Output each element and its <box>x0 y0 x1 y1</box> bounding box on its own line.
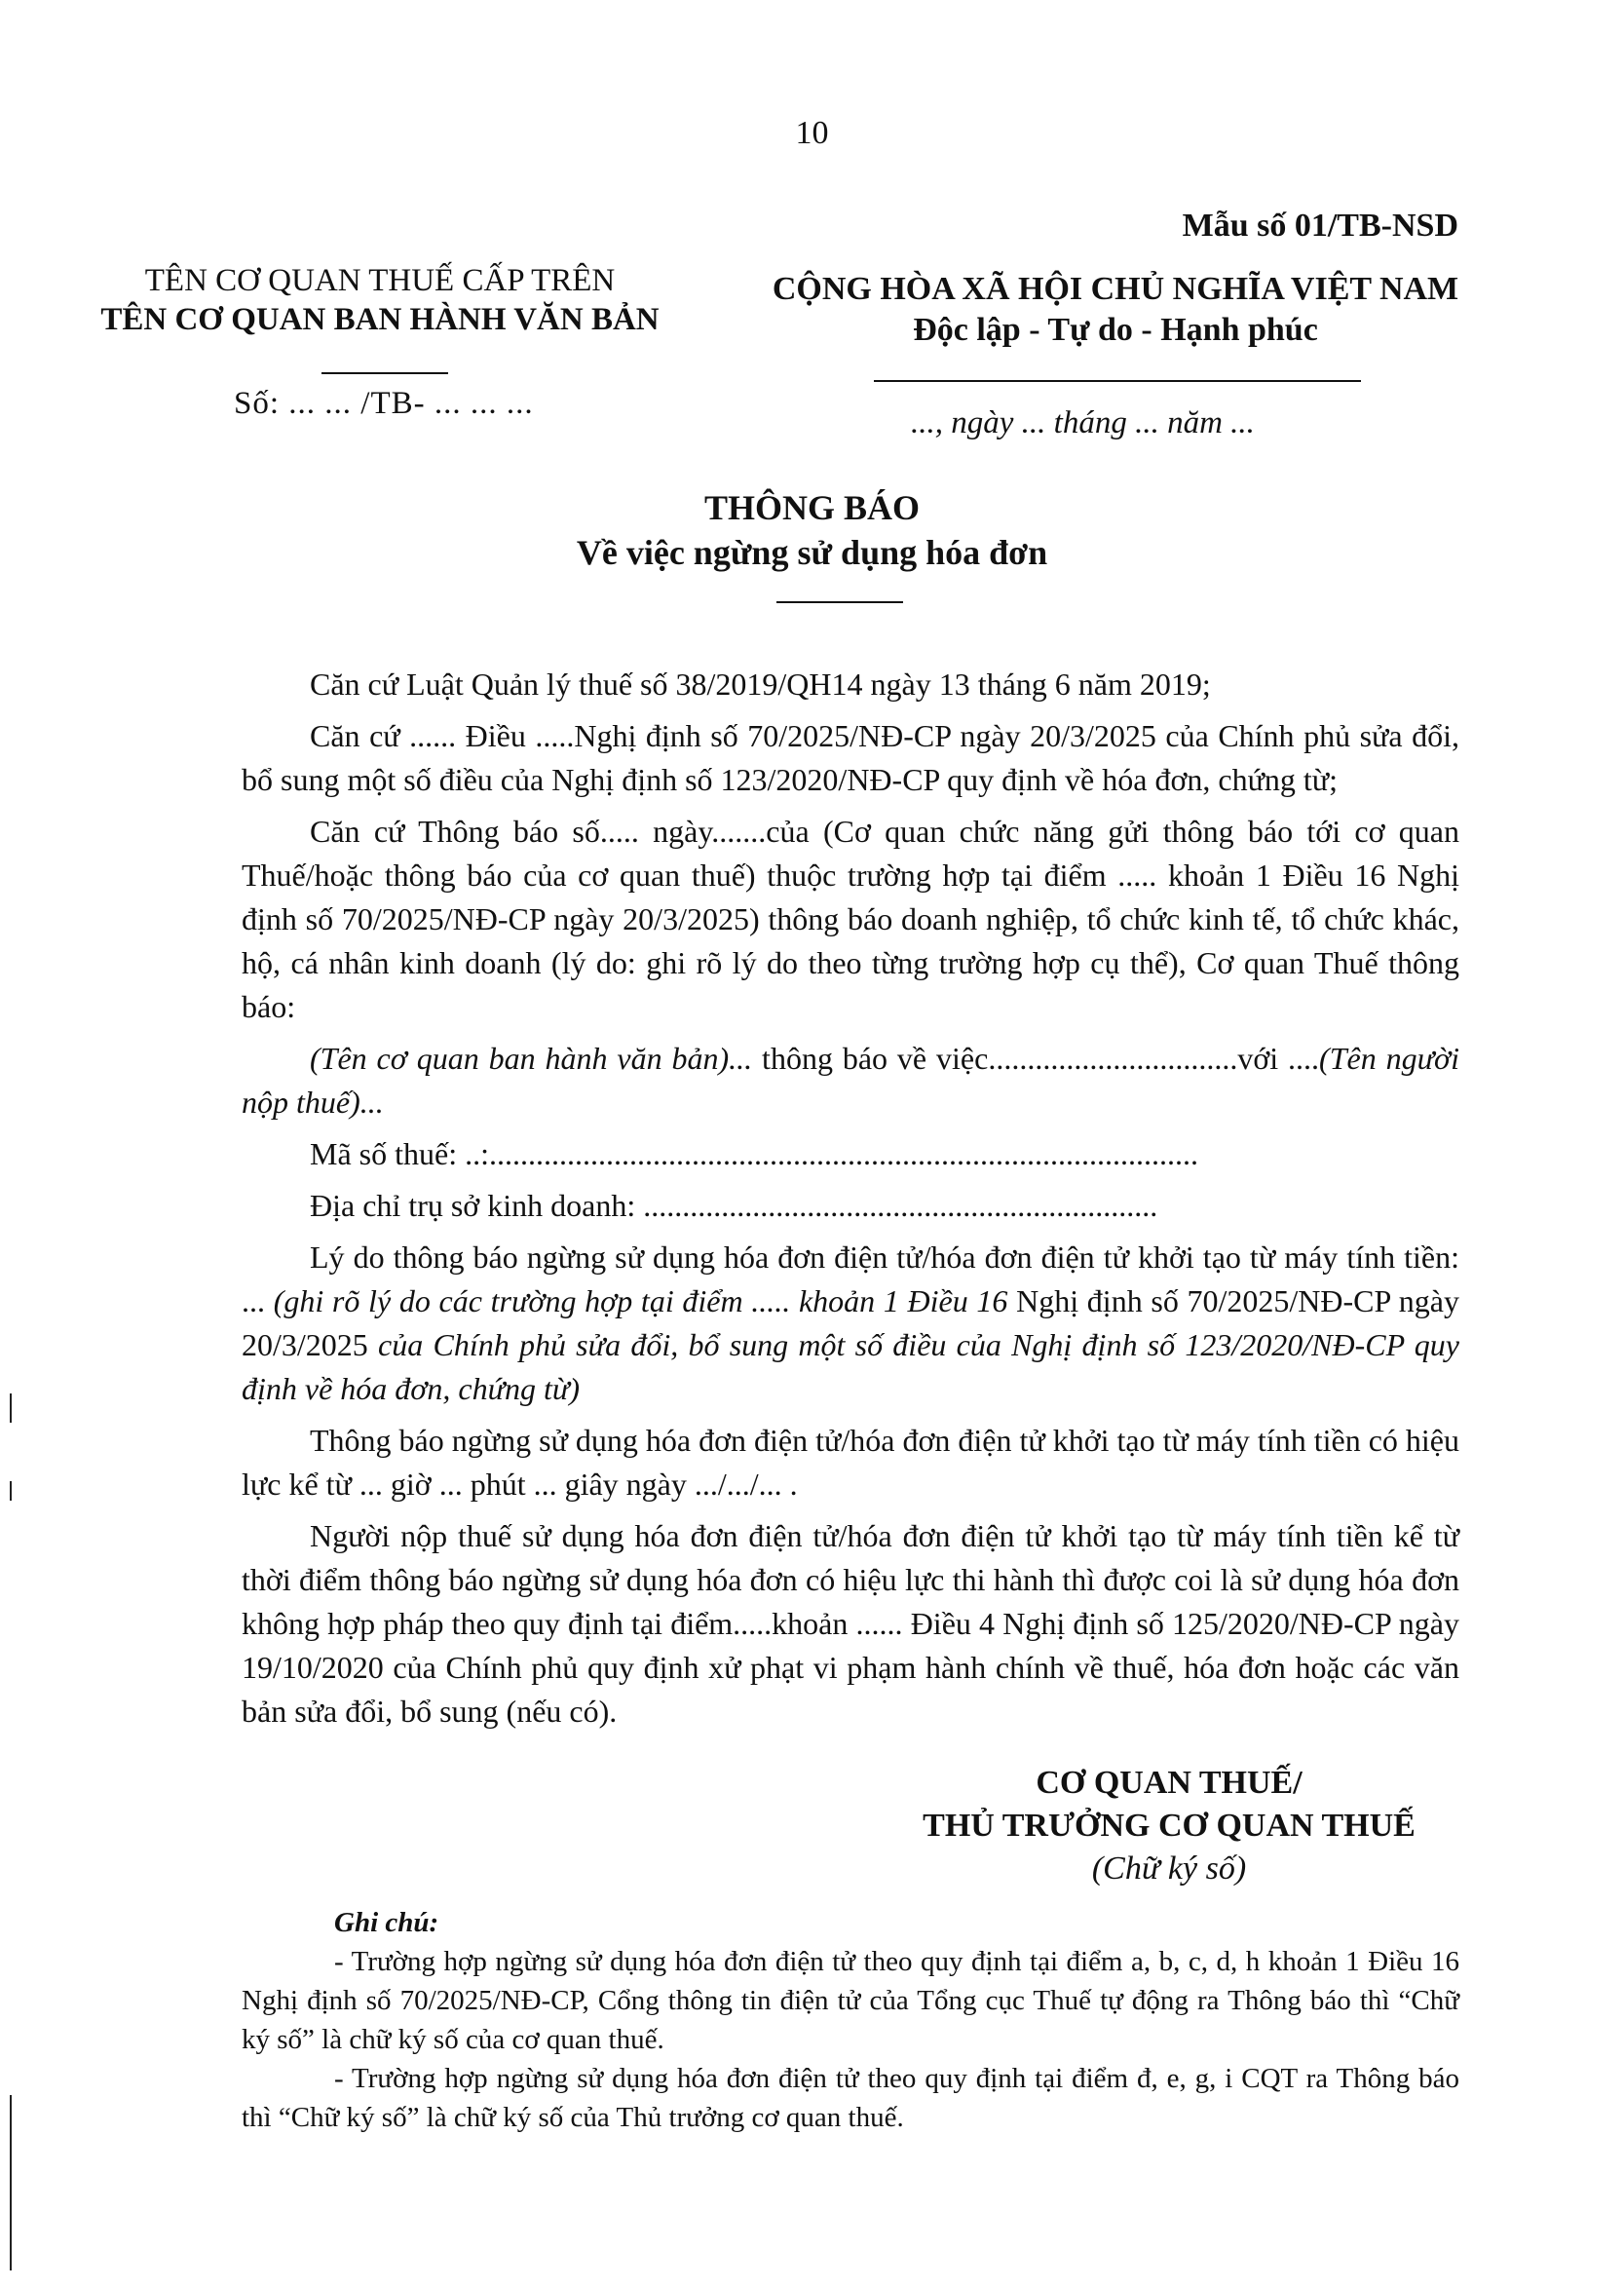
signature-block <box>877 1762 1461 1890</box>
paragraph-notice-subject <box>242 1037 1459 1125</box>
national-header <box>726 269 1505 351</box>
paragraph-legal-basis-2: Căn cứ ...... Điều .....Nghị định số 70/2025/NĐ-CP ngày 20/3/2025 của Chính phủ sửa đổi, bổ sung một số điều của Nghị định số 123/2020/NĐ-CP quy định về hóa đơn, chứng từ; <box>242 718 1459 797</box>
national-motto: Độc lập - Tự do - Hạnh phúc <box>913 312 1318 348</box>
form-code: Mẫu số 01/TB-NSD <box>1182 208 1458 244</box>
title-divider <box>776 601 903 603</box>
notice-subject-text: thông báo về việc................................với .... <box>752 1041 1320 1076</box>
reason-text-1: Lý do thông báo ngừng sử dụng hóa đơn điện tử/hóa đơn điện tử khởi tạo từ máy tính tiền: ... <box>242 1239 1459 1318</box>
signature-agency: CƠ QUAN THUẾ/ <box>1036 1765 1303 1801</box>
signature-head-title: THỦ TRƯỞNG CƠ QUAN THUẾ <box>923 1808 1416 1844</box>
taxpayer-name-placeholder: (Tên người nộp thuế)... <box>242 1041 1460 1120</box>
document-title <box>0 485 1624 575</box>
notes-heading: Ghi chú: <box>334 1907 439 1938</box>
issuing-agency-header <box>58 261 701 339</box>
reason-italic-2: của Chính phủ sửa đổi, bổ sung một số điều của Nghị định số 123/2020/NĐ-CP quy định về hóa đơn, chứng từ) <box>242 1327 1460 1406</box>
date-line: ..., ngày ... tháng ... năm ... <box>911 405 1255 440</box>
left-header-divider <box>321 372 448 374</box>
document-body <box>242 663 1459 1734</box>
paragraph-legal-basis-3: Căn cứ Thông báo số..... ngày.......của (Cơ quan chức năng gửi thông báo tới cơ quan Thuế/hoặc thông báo của cơ quan thuế) thuộc trường hợp tại điểm ..... khoản 1 Điều 16 Nghị định số 70/2025/NĐ-CP ngày 20/3/2025) thông báo doanh nghiệp, tổ chức kinh tế, tổ chức khác, hộ, cá nhân kinh doanh (lý do: ghi rõ lý do theo từng trường hợp cụ thể), Cơ quan Thuế thông báo: <box>242 814 1459 1024</box>
parent-agency-name: TÊN CƠ QUAN THUẾ CẤP TRÊN <box>144 263 616 298</box>
title-main: THÔNG BÁO <box>703 488 921 527</box>
notes-section <box>242 1903 1459 2137</box>
scan-margin-mark <box>10 2095 12 2270</box>
right-header-divider <box>874 380 1361 382</box>
paragraph-consequence: Người nộp thuế sử dụng hóa đơn điện tử/hóa đơn điện tử khởi tạo từ máy tính tiền kể từ thời điểm thông báo ngừng sử dụng hóa đơn có hiệu lực thi hành thì được coi là sử dụng hóa đơn không hợp pháp theo quy định tại điểm.....khoản ...... Điều 4 Nghị định số 125/2020/NĐ-CP ngày 19/10/2020 của Chính phủ quy định xử phạt vi phạm hành chính về thuế, hóa đơn hoặc các văn bản sửa đổi, bổ sung (nếu có). <box>242 1518 1459 1729</box>
title-subject: Về việc ngừng sử dụng hóa đơn <box>576 533 1048 572</box>
business-address-line: Địa chỉ trụ sở kinh doanh: .................................................................. <box>310 1188 1158 1223</box>
national-title: CỘNG HÒA XÃ HỘI CHỦ NGHĨA VIỆT NAM <box>772 271 1459 307</box>
paragraph-effective-time: Thông báo ngừng sử dụng hóa đơn điện tử/hóa đơn điện tử khởi tạo từ máy tính tiền có hiệu lực kể từ ... giờ ... phút ... giây ngày .../.../... . <box>242 1423 1459 1502</box>
reason-text-2: Nghị định số 70/2025/NĐ-CP ngày 20/3/2025 <box>242 1283 1460 1362</box>
reason-italic-1: (ghi rõ lý do các trường hợp tại điểm ..... khoản 1 Điều 16 <box>273 1283 1008 1318</box>
note-item-1: - Trường hợp ngừng sử dụng hóa đơn điện tử theo quy định tại điểm a, b, c, d, h khoản 1 Điều 16 Nghị định số 70/2025/NĐ-CP, Cổng thông tin điện tử của Tổng cục Thuế tự động ra Thông báo thì “Chữ ký số” là chữ ký số của cơ quan thuế. <box>242 1946 1459 2055</box>
page-number: 10 <box>795 115 829 151</box>
document-number: Số: ... ... /TB- ... ... ... <box>234 386 534 421</box>
note-item-2: - Trường hợp ngừng sử dụng hóa đơn điện tử theo quy định tại điểm đ, e, g, i CQT ra Thông báo thì “Chữ ký số” là chữ ký số của Thủ trưởng cơ quan thuế. <box>242 2063 1459 2133</box>
issuing-agency-name: TÊN CƠ QUAN BAN HÀNH VĂN BẢN <box>100 302 660 337</box>
issuing-agency-placeholder: (Tên cơ quan ban hành văn bản)... <box>310 1041 753 1076</box>
paragraph-reason <box>242 1236 1459 1411</box>
scan-margin-mark <box>10 1393 12 1423</box>
paragraph-legal-basis-1: Căn cứ Luật Quản lý thuế số 38/2019/QH14 ngày 13 tháng 6 năm 2019; <box>310 667 1211 702</box>
tax-code-line: Mã số thuế: ..:........................................................................................... <box>310 1136 1198 1171</box>
scan-margin-mark <box>10 1481 12 1501</box>
signature-digital-note: (Chữ ký số) <box>1091 1850 1247 1887</box>
